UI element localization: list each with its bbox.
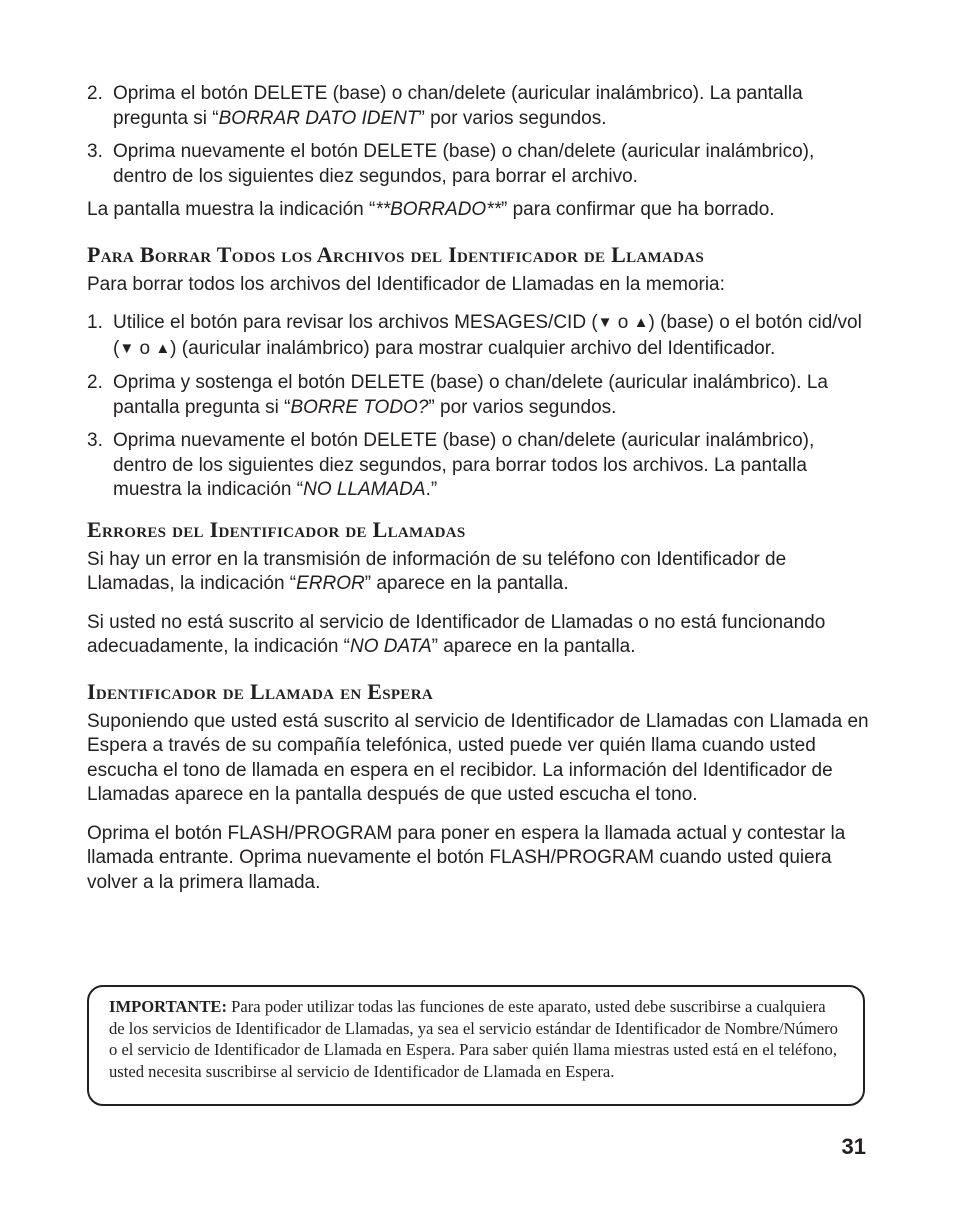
display-message: BORRE TODO? [290,396,429,418]
step-3-confirm-delete-all: 3. Oprima nuevamente el botón DELETE (base) o chan/delete (auricular inalámbrico), dentro de los siguientes diez segundos, para borrar todos los archivos. La pantalla muestra la indicación “NO LLAMADA.” [87,430,815,500]
up-arrow-icon: ▲ [155,339,171,357]
paragraph-call-waiting: Suponiendo que usted está suscrito al servicio de Identificador de Llamadas con Llamada en Espera a través de su compañía telefónica, usted puede ver quién llama cuando usted escucha el tono de llamada en espera en el recibidor. La información del Identificador de Llamadas aparece en la pantalla después de que usted escucha el tono. [87,710,869,805]
step-2-delete: 2. Oprima el botón DELETE (base) o chan/delete (auricular inalámbrico). La pantalla pregunta si “BORRAR DATO IDENT” por varios segundos. [87,83,803,129]
down-arrow-icon: ▼ [119,339,135,357]
section-intro: Para borrar todos los archivos del Identificador de Llamadas en la memoria: [87,273,725,295]
display-message: ERROR [296,573,365,594]
important-note-box [87,985,865,1106]
step-1-review: 1. Utilice el botón para revisar los archivos MESAGES/CID (▼ o ▲) (base) o el botón cid/vol (▼ o ▲) (auricular inalámbrico) para mostrar cualquier archivo del Identificador. [87,312,862,359]
display-message: **BORRADO** [375,199,501,220]
step-number: 2. [87,83,103,104]
section-heading-borrar-todos: Para Borrar Todos los Archivos del Identificador de Llamadas [87,241,705,267]
borrado-confirmation: La pantalla muestra la indicación “**BORRADO**” para confirmar que ha borrado. [87,199,775,220]
page-content [87,82,872,909]
step-number: 2. [87,372,103,393]
section-heading-llamada-espera: Identificador de Llamada en Espera [87,678,433,704]
display-message: BORRAR DATO IDENT [218,107,419,129]
step-3-delete: 3. Oprima nuevamente el botón DELETE (base) o chan/delete (auricular inalámbrico), dentro de los siguientes diez segundos, para borrar el archivo. [87,141,815,187]
page-number: 31 [841,1134,866,1159]
paragraph-flash-program: Oprima el botón FLASH/PROGRAM para poner en espera la llamada actual y contestar la llamada entrante. Oprima nuevamente el botón FLASH/PROGRAM cuando usted quiera volver a la primera llamada. [87,822,846,893]
paragraph-no-data: Si usted no está suscrito al servicio de Identificador de Llamadas o no está funcionando adecuadamente, la indicación “NO DATA” aparece en la pantalla. [87,611,826,657]
display-message: NO DATA [350,636,432,657]
step-number: 3. [87,430,103,451]
down-arrow-icon: ▼ [597,314,613,331]
section-heading-errores: Errores del Identificador de Llamadas [87,516,466,542]
step-number: 1. [87,312,103,333]
note-text: Para poder utilizar todas las funciones de este aparato, usted debe suscribirse a cualquiera de los servicios de Identificador de Llamadas, ya sea el servicio estándar de Identificador de Nombre/Número o el servicio de Identificador de Llamada en Espera. Para saber quién llama miestras usted está en el teléfono, usted necesita suscribirse al servicio de Identificador de Llamada en Espera. [109,997,838,1081]
display-message: NO LLAMADA [303,479,426,500]
paragraph-error: Si hay un error en la transmisión de información de su teléfono con Identificador de Llamadas, la indicación “ERROR” aparece en la pantalla. [87,548,787,594]
step-2-hold-delete: 2. Oprima y sostenga el botón DELETE (base) o chan/delete (auricular inalámbrico). La pantalla pregunta si “BORRE TODO?” por varios segundos. [87,372,828,418]
step-number: 3. [87,141,103,162]
note-label: IMPORTANTE: [109,997,228,1016]
up-arrow-icon: ▲ [633,314,649,331]
